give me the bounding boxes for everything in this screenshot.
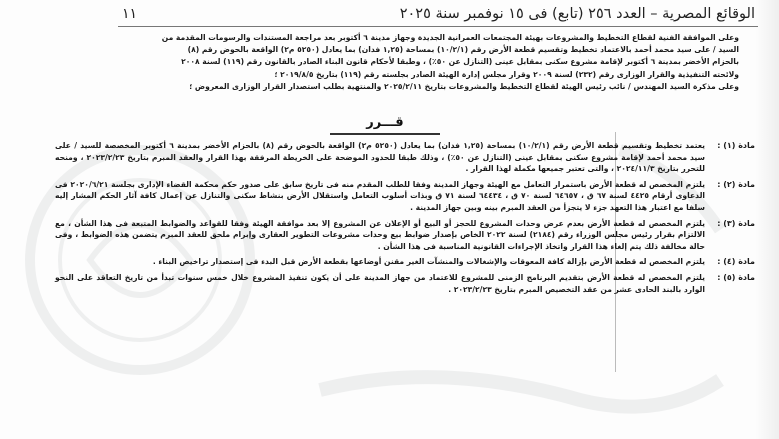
article-5 xyxy=(55,272,755,295)
gazette-title: الوقائع المصرية – العدد ٢٥٦ (تابع) فى ١٥ نوفمبر سنة ٢٠٢٥ xyxy=(399,6,755,22)
article-label: مادة (٥) : xyxy=(717,272,755,282)
preamble-line: وعلى مذكرة السيد المهندس / نائب رئيس الهيئة لقطاع التخطيط والمشروعات بتاريخ ٢٠٢٥/٢/١١ والمنتهية بطلب استصدار القرار الوزارى المعروض ؛ xyxy=(189,81,739,91)
page-edge-shadow xyxy=(755,0,779,439)
article-text: يعتمد تخطيط وتقسيم قطعة الأرض رقم (١٠/٢/١) بمساحة (١,٢٥ فدان) بما يعادل (٥٢٥٠ م٢) الواقعة بالحوض رقم (٨) بالحزام الأخضر بمدينة ٦ أكتوبر المخصصة للسيد / على سيد محمد أحمد لإقامة مشروع سكنى بمقابل عينى (التنازل عن ٥٠٪) ، وذلك طبقا للحدود الموضحة على الخريطة المرفقة بهذا القرار والعقد المبرم بتاريخ ٢٠٢٣/٢/٢٣ ، ومنحه للتحرر بتاريخ ٢٠٢٤/١١/٣ ، والتى تعتبر جميعها مكملة لهذا القرار . xyxy=(55,141,706,174)
article-1 xyxy=(55,140,755,175)
preamble-line: بالحزام الأخضر بمدينة ٦ أكتوبر لإقامة مشروع سكنى بمقابل عينى (التنازل عن ٥٠٪) ، وطبقا لأحكام قانون البناء الصادر بالقانون رقم (١١٩) لسنة ٢٠٠٨ xyxy=(181,57,739,67)
article-label: مادة (٣) : xyxy=(717,218,755,228)
page-number: ١١ xyxy=(122,6,138,22)
article-text: يلتزم المخصص له قطعة الأرض بتقديم البرنامج الزمنى للمشروع للاعتماد من جهاز المدينة على أن يكون تنفيذ المشروع خلال خمس سنوات تبدأ من تاريخ التعاقد على النحو الوارد بالبند الحادى عشر من عقد التخصيص المبرم بتاريخ ٢٠٢٣/٢/٢٣ . xyxy=(55,272,705,294)
page-header xyxy=(0,0,779,26)
decision-heading: قـــرر xyxy=(330,115,440,135)
articles-list xyxy=(55,140,755,299)
article-text: يلتزم المخصص له قطعة الأرض بعدم عرض وحدات المشروع للحجز أو البيع أو الإعلان عن المشروع إلا بعد موافقة الهيئة وفقا للقواعد والضوابط المتبعة فى هذا الشأن ، مع الالتزام بقرار رئيس مجلس الوزراء رقم (٢١٨٤) لسنة ٢٠٢٢ الخاص بإصدار ضوابط بيع وحدات مشروعات التطوير العقارى وإبرام ملحق للعقد المبرم يتضمن هذه الضوابط ، وفى حالة مخالفة ذلك يتم إلغاء هذا القرار واتخاذ الإجراءات القانونية المناسبة فى هذا الشأن . xyxy=(55,218,705,251)
article-2 xyxy=(55,179,755,214)
article-text: يلتزم المخصص له قطعة الأرض بإزالة كافة المعوقات والإشغالات والمنشآت الغير مقنن أوضاعها بقطعة الأرض قبل البدء فى إستصدار تراخيص البناء . xyxy=(152,257,705,267)
article-label: مادة (٢) : xyxy=(717,179,755,189)
preamble-line: ولائحته التنفيذية والقرار الوزارى رقم (٢٣٢) لسنة ٢٠٠٩ وقرار مجلس إدارة الهيئة الصادر بجلسته رقم (١١٩) بتاريخ ٢٠١٩/٨/٥ ؛ xyxy=(274,69,739,79)
preamble-line: وعلى الموافقة الفنية لقطاع التخطيط والمشروعات بهيئة المجتمعات العمرانية الجديدة وجهاز مدينة ٦ أكتوبر بعد مراجعة المستندات والرسومات المقدمة من xyxy=(161,33,739,42)
preamble xyxy=(119,32,739,93)
article-label: مادة (٤) : xyxy=(717,257,755,267)
article-text: يلتزم المخصص له قطعة الأرض باستمرار التعامل مع الهيئة وجهاز المدينة وفقا للطلب المقدم منه فى تاريخ سابق على صدور حكم محكمة القضاء الإدارى بجلسة ٢٠٢٠/٦/٢١ فى الدعاوى أرقام ٤٤٢٥ لسنة ٦٧ ق ، ٦٤٦٥٧ لسنة ٧٠ ق ، ٦٤٤٣٤ لسنة ٧١ ق وبذات أسلوب التعامل واستقلال الأرض بنشاط سكنى والتنازل عن إعمال كافة آثار الحكم المشار إليه سلفا مع اعتبار هذا التعهد جزء لا يتجزأ من العقد المبرم بينه وبين جهاز المدينة . xyxy=(55,179,706,212)
preamble-line: السيد / على سيد محمد أحمد بالاعتماد تخطيط وتقسيم قطعة الأرض رقم (١٠/٢/١) بمساحة (١,٢٥ فدان) بما يعادل (٥٢٥٠ م٢) الواقعة بالحوض رقم (٨) xyxy=(187,45,739,55)
article-label: مادة (١) : xyxy=(717,141,755,150)
header-divider xyxy=(118,26,758,27)
article-4 xyxy=(55,256,755,268)
article-3 xyxy=(55,218,755,253)
